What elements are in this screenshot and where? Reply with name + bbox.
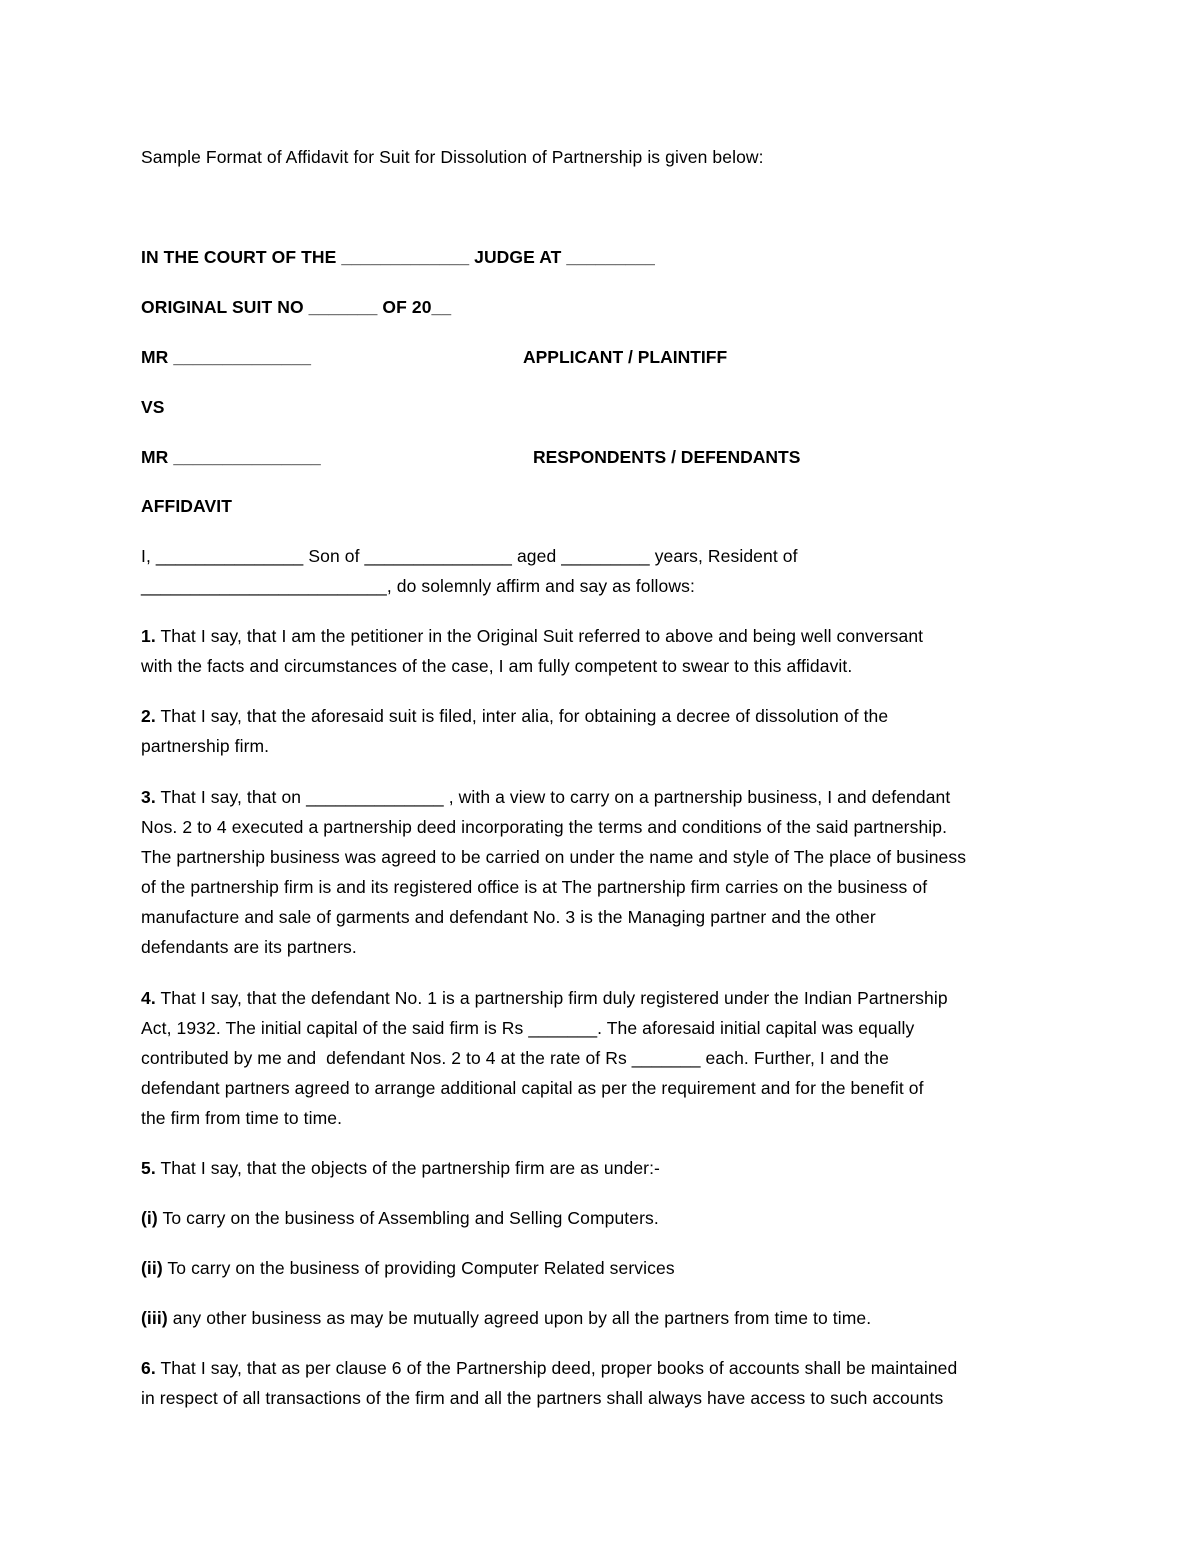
paragraph-2-line-1: 2. That I say, that the aforesaid suit is filed, inter alia, for obtaining a decree of dissolution of the <box>141 706 889 726</box>
deponent-line-2: _________________________, do solemnly affirm and say as follows: <box>141 576 695 596</box>
paragraph-6-line-2: in respect of all transactions of the firm and all the partners shall always have access to such accounts <box>141 1388 944 1408</box>
item-number: (ii) <box>141 1258 163 1278</box>
paragraph-number: 6. <box>141 1358 156 1378</box>
plaintiff-name: MR ______________ <box>141 347 312 367</box>
paragraph-number: 5. <box>141 1158 156 1178</box>
paragraph-1-line-1: 1. That I say, that I am the petitioner in the Original Suit referred to above and being well conversant <box>141 626 924 646</box>
paragraph-5-line-1: 5. That I say, that the objects of the partnership firm are as under:- <box>141 1158 660 1178</box>
defendant-name: MR _______________ <box>141 447 321 467</box>
affidavit-title: AFFIDAVIT <box>141 496 232 516</box>
court-heading: IN THE COURT OF THE _____________ JUDGE AT _________ <box>141 247 655 267</box>
suit-number: ORIGINAL SUIT NO _______ OF 20__ <box>141 297 452 317</box>
object-item-i: (i) To carry on the business of Assembling and Selling Computers. <box>141 1208 659 1228</box>
item-number: (iii) <box>141 1308 168 1328</box>
paragraph-3-line-4: of the partnership firm is and its registered office is at The partnership firm carries on the business of <box>141 877 928 897</box>
paragraph-4-line-3: contributed by me and defendant Nos. 2 to 4 at the rate of Rs _______ each. Further, I and the <box>141 1048 889 1068</box>
paragraph-3-line-1: 3. That I say, that on ______________ , with a view to carry on a partnership business, I and defendant <box>141 787 951 807</box>
paragraph-number: 2. <box>141 706 156 726</box>
paragraph-number: 4. <box>141 988 156 1008</box>
object-item-iii: (iii) any other business as may be mutually agreed upon by all the partners from time to time. <box>141 1308 872 1328</box>
paragraph-3-line-5: manufacture and sale of garments and defendant No. 3 is the Managing partner and the other <box>141 907 876 927</box>
paragraph-number: 3. <box>141 787 156 807</box>
versus-label: VS <box>141 397 165 417</box>
paragraph-1-line-2: with the facts and circumstances of the case, I am fully competent to swear to this affidavit. <box>141 656 853 676</box>
paragraph-6-line-1: 6. That I say, that as per clause 6 of the Partnership deed, proper books of accounts shall be maintained <box>141 1358 958 1378</box>
paragraph-2-line-2: partnership firm. <box>141 736 270 756</box>
defendant-label: RESPONDENTS / DEFENDANTS <box>533 447 801 467</box>
paragraph-4-line-2: Act, 1932. The initial capital of the said firm is Rs _______. The aforesaid initial capital was equally <box>141 1018 915 1038</box>
paragraph-4-line-4: defendant partners agreed to arrange additional capital as per the requirement and for the benefit of <box>141 1078 924 1098</box>
paragraph-3-line-3: The partnership business was agreed to be carried on under the name and style of The place of business <box>141 847 967 867</box>
deponent-line-1: I, _______________ Son of _______________ aged _________ years, Resident of <box>141 546 798 566</box>
paragraph-3-line-6: defendants are its partners. <box>141 937 357 957</box>
paragraph-number: 1. <box>141 626 156 646</box>
intro-text: Sample Format of Affidavit for Suit for Dissolution of Partnership is given below: <box>141 147 764 167</box>
paragraph-3-line-2: Nos. 2 to 4 executed a partnership deed incorporating the terms and conditions of the said partnership. <box>141 817 948 837</box>
plaintiff-label: APPLICANT / PLAINTIFF <box>523 347 728 367</box>
paragraph-4-line-5: the firm from time to time. <box>141 1108 343 1128</box>
item-number: (i) <box>141 1208 158 1228</box>
paragraph-4-line-1: 4. That I say, that the defendant No. 1 is a partnership firm duly registered under the Indian Partnership <box>141 988 948 1008</box>
object-item-ii: (ii) To carry on the business of providing Computer Related services <box>141 1258 675 1278</box>
